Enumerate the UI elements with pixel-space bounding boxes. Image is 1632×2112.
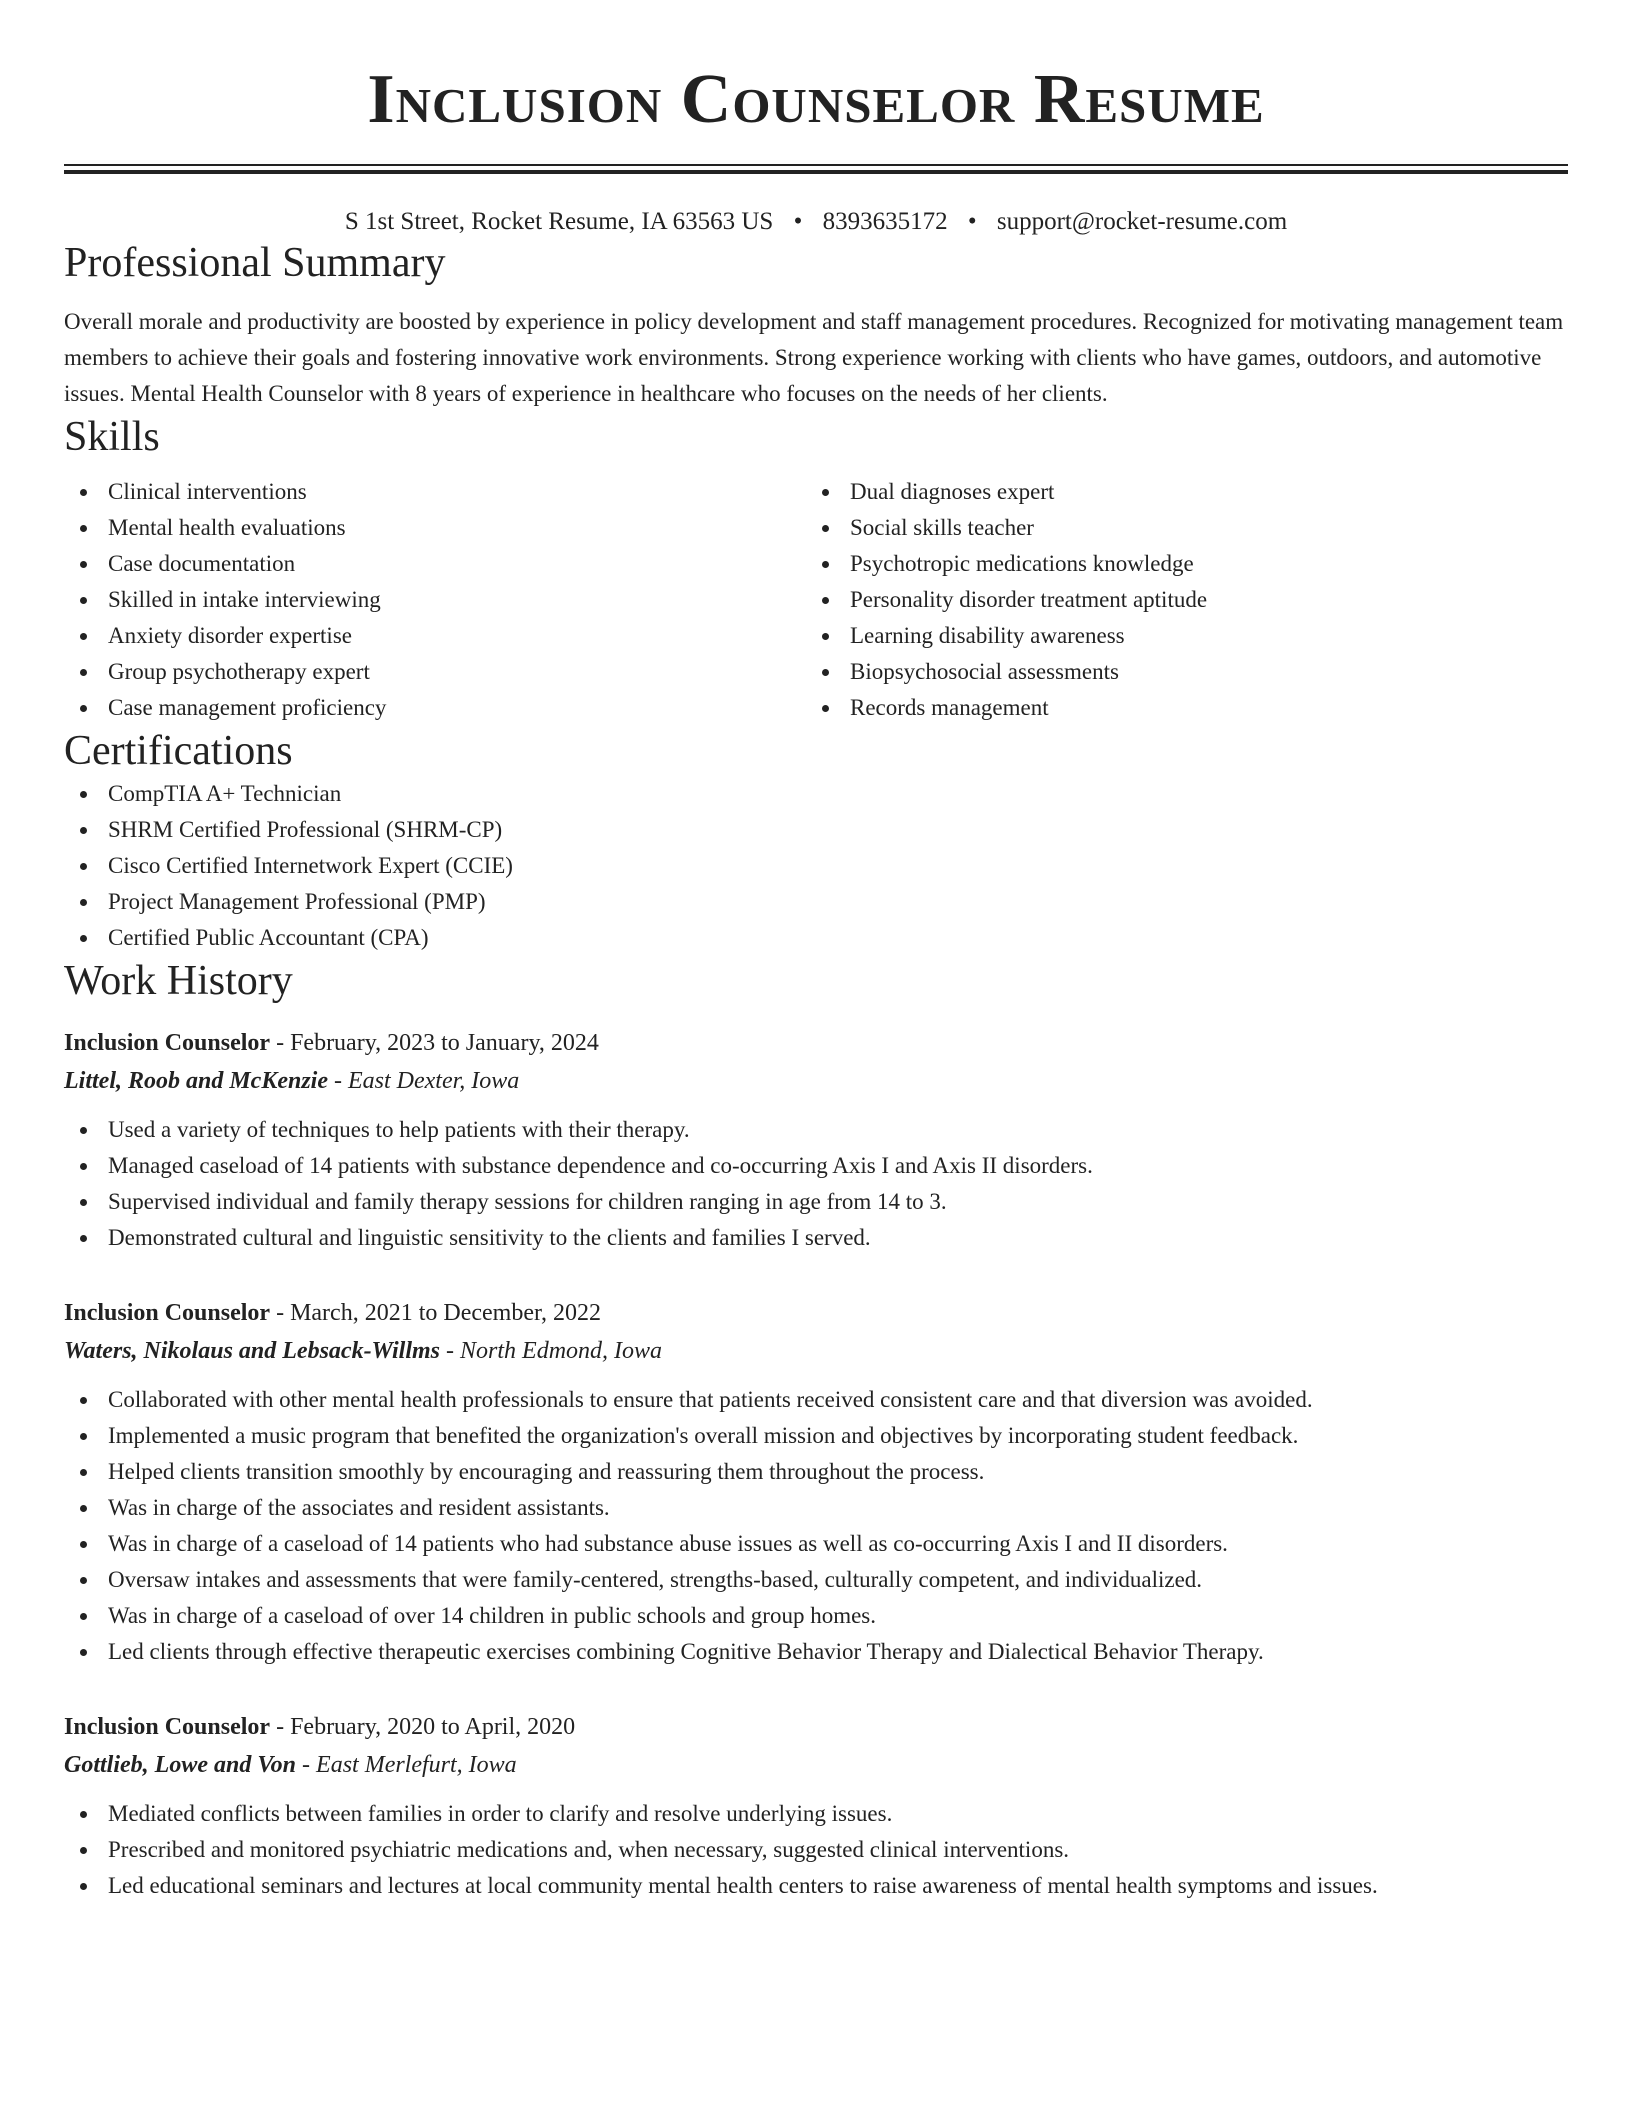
duty-item: Used a variety of techniques to help patients with their therapy. bbox=[64, 1112, 1568, 1148]
job-duties-list bbox=[64, 1382, 1568, 1670]
bullet-icon bbox=[80, 863, 87, 870]
job-entry bbox=[64, 1294, 1568, 1670]
contact-separator: • bbox=[967, 208, 977, 235]
bullet-icon bbox=[80, 1649, 87, 1656]
bullet-icon bbox=[80, 935, 87, 942]
bullet-icon bbox=[80, 1811, 87, 1818]
duty-item: Was in charge of a caseload of over 14 children in public schools and group homes. bbox=[64, 1598, 1568, 1634]
bullet-icon bbox=[80, 561, 87, 568]
company-name: Littel, Roob and McKenzie bbox=[64, 1068, 328, 1094]
contact-email: support@rocket-resume.com bbox=[996, 208, 1288, 235]
skill-item: Case management proficiency bbox=[64, 690, 806, 726]
certifications-list bbox=[64, 776, 1568, 956]
duty-item: Was in charge of the associates and resident assistants. bbox=[64, 1490, 1568, 1526]
bullet-icon bbox=[80, 1541, 87, 1548]
contact-separator: • bbox=[793, 208, 803, 235]
bullet-icon bbox=[80, 791, 87, 798]
skills-list-right bbox=[806, 474, 1548, 726]
company-location: East Dexter, Iowa bbox=[348, 1068, 520, 1094]
skill-item: Mental health evaluations bbox=[64, 510, 806, 546]
certification-item: Cisco Certified Internetwork Expert (CCIE) bbox=[64, 848, 1568, 884]
certification-item: Certified Public Accountant (CPA) bbox=[64, 920, 1568, 956]
bullet-icon bbox=[80, 1469, 87, 1476]
job-title-line: Inclusion Counselor - February, 2020 to April, 2020 bbox=[64, 1714, 576, 1740]
bullet-icon bbox=[80, 1235, 87, 1242]
title-divider bbox=[64, 164, 1568, 174]
bullet-icon bbox=[80, 1127, 87, 1134]
duty-item: Supervised individual and family therapy sessions for children ranging in age from 14 to 3. bbox=[64, 1184, 1568, 1220]
job-entry bbox=[64, 1708, 1568, 1904]
bullet-icon bbox=[80, 1433, 87, 1440]
bullet-icon bbox=[822, 525, 829, 532]
contact-phone: 8393635172 bbox=[822, 208, 948, 235]
certification-item: SHRM Certified Professional (SHRM-CP) bbox=[64, 812, 1568, 848]
company-location: North Edmond, Iowa bbox=[460, 1338, 663, 1364]
skill-item: Dual diagnoses expert bbox=[806, 474, 1548, 510]
bullet-icon bbox=[822, 561, 829, 568]
bullet-icon bbox=[80, 705, 87, 712]
duty-item: Helped clients transition smoothly by encouraging and reassuring them throughout the process. bbox=[64, 1454, 1568, 1490]
bullet-icon bbox=[80, 597, 87, 604]
skills-heading: Skills bbox=[64, 414, 160, 460]
job-dates: March, 2021 to December, 2022 bbox=[290, 1300, 602, 1326]
job-duties-list bbox=[64, 1112, 1568, 1256]
bullet-icon bbox=[80, 1505, 87, 1512]
certification-item: CompTIA A+ Technician bbox=[64, 776, 1568, 812]
certification-item: Project Management Professional (PMP) bbox=[64, 884, 1568, 920]
skill-item: Anxiety disorder expertise bbox=[64, 618, 806, 654]
skill-item: Group psychotherapy expert bbox=[64, 654, 806, 690]
job-title: Inclusion Counselor bbox=[64, 1714, 271, 1740]
bullet-icon bbox=[80, 525, 87, 532]
company-name: Waters, Nikolaus and Lebsack-Willms bbox=[64, 1338, 441, 1364]
company-line: Gottlieb, Lowe and Von - East Merlefurt, Iowa bbox=[64, 1752, 517, 1778]
bullet-icon bbox=[80, 1163, 87, 1170]
bullet-icon bbox=[80, 899, 87, 906]
summary-heading: Professional Summary bbox=[64, 240, 446, 286]
bullet-icon bbox=[822, 597, 829, 604]
job-dates: February, 2023 to January, 2024 bbox=[290, 1030, 599, 1056]
skill-item: Social skills teacher bbox=[806, 510, 1548, 546]
job-title: Inclusion Counselor bbox=[64, 1300, 271, 1326]
duty-item: Was in charge of a caseload of 14 patients who had substance abuse issues as well as co-occurring Axis I and II disorders. bbox=[64, 1526, 1568, 1562]
bullet-icon bbox=[80, 669, 87, 676]
bullet-icon bbox=[822, 489, 829, 496]
duty-item: Collaborated with other mental health professionals to ensure that patients received consistent care and that diversion was avoided. bbox=[64, 1382, 1568, 1418]
bullet-icon bbox=[80, 489, 87, 496]
skills-columns bbox=[64, 474, 1568, 726]
duty-item: Oversaw intakes and assessments that were family-centered, strengths-based, culturally competent, and individualized. bbox=[64, 1562, 1568, 1598]
skills-list-left bbox=[64, 474, 806, 726]
duty-item: Led clients through effective therapeutic exercises combining Cognitive Behavior Therapy and Dialectical Behavior Therapy. bbox=[64, 1634, 1568, 1670]
bullet-icon bbox=[80, 827, 87, 834]
skill-item: Learning disability awareness bbox=[806, 618, 1548, 654]
bullet-icon bbox=[822, 669, 829, 676]
skill-item: Personality disorder treatment aptitude bbox=[806, 582, 1548, 618]
bullet-icon bbox=[80, 1397, 87, 1404]
bullet-icon bbox=[80, 1577, 87, 1584]
job-title: Inclusion Counselor bbox=[64, 1030, 271, 1056]
job-title-line: Inclusion Counselor - February, 2023 to January, 2024 bbox=[64, 1030, 599, 1056]
company-line: Waters, Nikolaus and Lebsack-Willms - North Edmond, Iowa bbox=[64, 1338, 663, 1364]
bullet-icon bbox=[80, 1613, 87, 1620]
bullet-icon bbox=[822, 633, 829, 640]
bullet-icon bbox=[80, 1199, 87, 1206]
duty-item: Demonstrated cultural and linguistic sensitivity to the clients and families I served. bbox=[64, 1220, 1568, 1256]
certifications-heading: Certifications bbox=[64, 728, 293, 774]
skill-item: Biopsychosocial assessments bbox=[806, 654, 1548, 690]
bullet-icon bbox=[80, 633, 87, 640]
bullet-icon bbox=[80, 1883, 87, 1890]
company-line: Littel, Roob and McKenzie - East Dexter, Iowa bbox=[64, 1068, 520, 1094]
duty-item: Managed caseload of 14 patients with substance dependence and co-occurring Axis I and Axis II disorders. bbox=[64, 1148, 1568, 1184]
contact-address: S 1st Street, Rocket Resume, IA 63563 US bbox=[344, 208, 774, 235]
bullet-icon bbox=[80, 1847, 87, 1854]
duty-item: Mediated conflicts between families in order to clarify and resolve underlying issues. bbox=[64, 1796, 1568, 1832]
company-name: Gottlieb, Lowe and Von bbox=[64, 1752, 297, 1778]
job-duties-list bbox=[64, 1796, 1568, 1904]
job-title-line: Inclusion Counselor - March, 2021 to December, 2022 bbox=[64, 1300, 602, 1326]
duty-item: Led educational seminars and lectures at local community mental health centers to raise awareness of mental health symptoms and issues. bbox=[64, 1868, 1568, 1904]
skill-item: Clinical interventions bbox=[64, 474, 806, 510]
skill-item: Skilled in intake interviewing bbox=[64, 582, 806, 618]
bullet-icon bbox=[822, 705, 829, 712]
duty-item: Prescribed and monitored psychiatric medications and, when necessary, suggested clinical interventions. bbox=[64, 1832, 1568, 1868]
job-entry bbox=[64, 1024, 1568, 1256]
skill-item: Case documentation bbox=[64, 546, 806, 582]
summary-text: Overall morale and productivity are boosted by experience in policy development and staff management procedures. Recognized for motivating management team members to achieve their goals and fostering innovative work environments. Strong experience working with clients who have games, outdoors, and automotive issues. Mental Health Counselor with 8 years of experience in healthcare who focuses on the needs of her clients. bbox=[64, 309, 1564, 406]
skill-item: Psychotropic medications knowledge bbox=[806, 546, 1548, 582]
page-title: Inclusion Counselor Resume bbox=[367, 61, 1265, 138]
duty-item: Implemented a music program that benefited the organization's overall mission and objectives by incorporating student feedback. bbox=[64, 1418, 1568, 1454]
job-dates: February, 2020 to April, 2020 bbox=[290, 1714, 576, 1740]
resume-page bbox=[64, 0, 1568, 1904]
contact-line bbox=[64, 206, 1568, 238]
company-location: East Merlefurt, Iowa bbox=[316, 1752, 517, 1778]
work-history-heading: Work History bbox=[64, 958, 293, 1004]
skill-item: Records management bbox=[806, 690, 1548, 726]
